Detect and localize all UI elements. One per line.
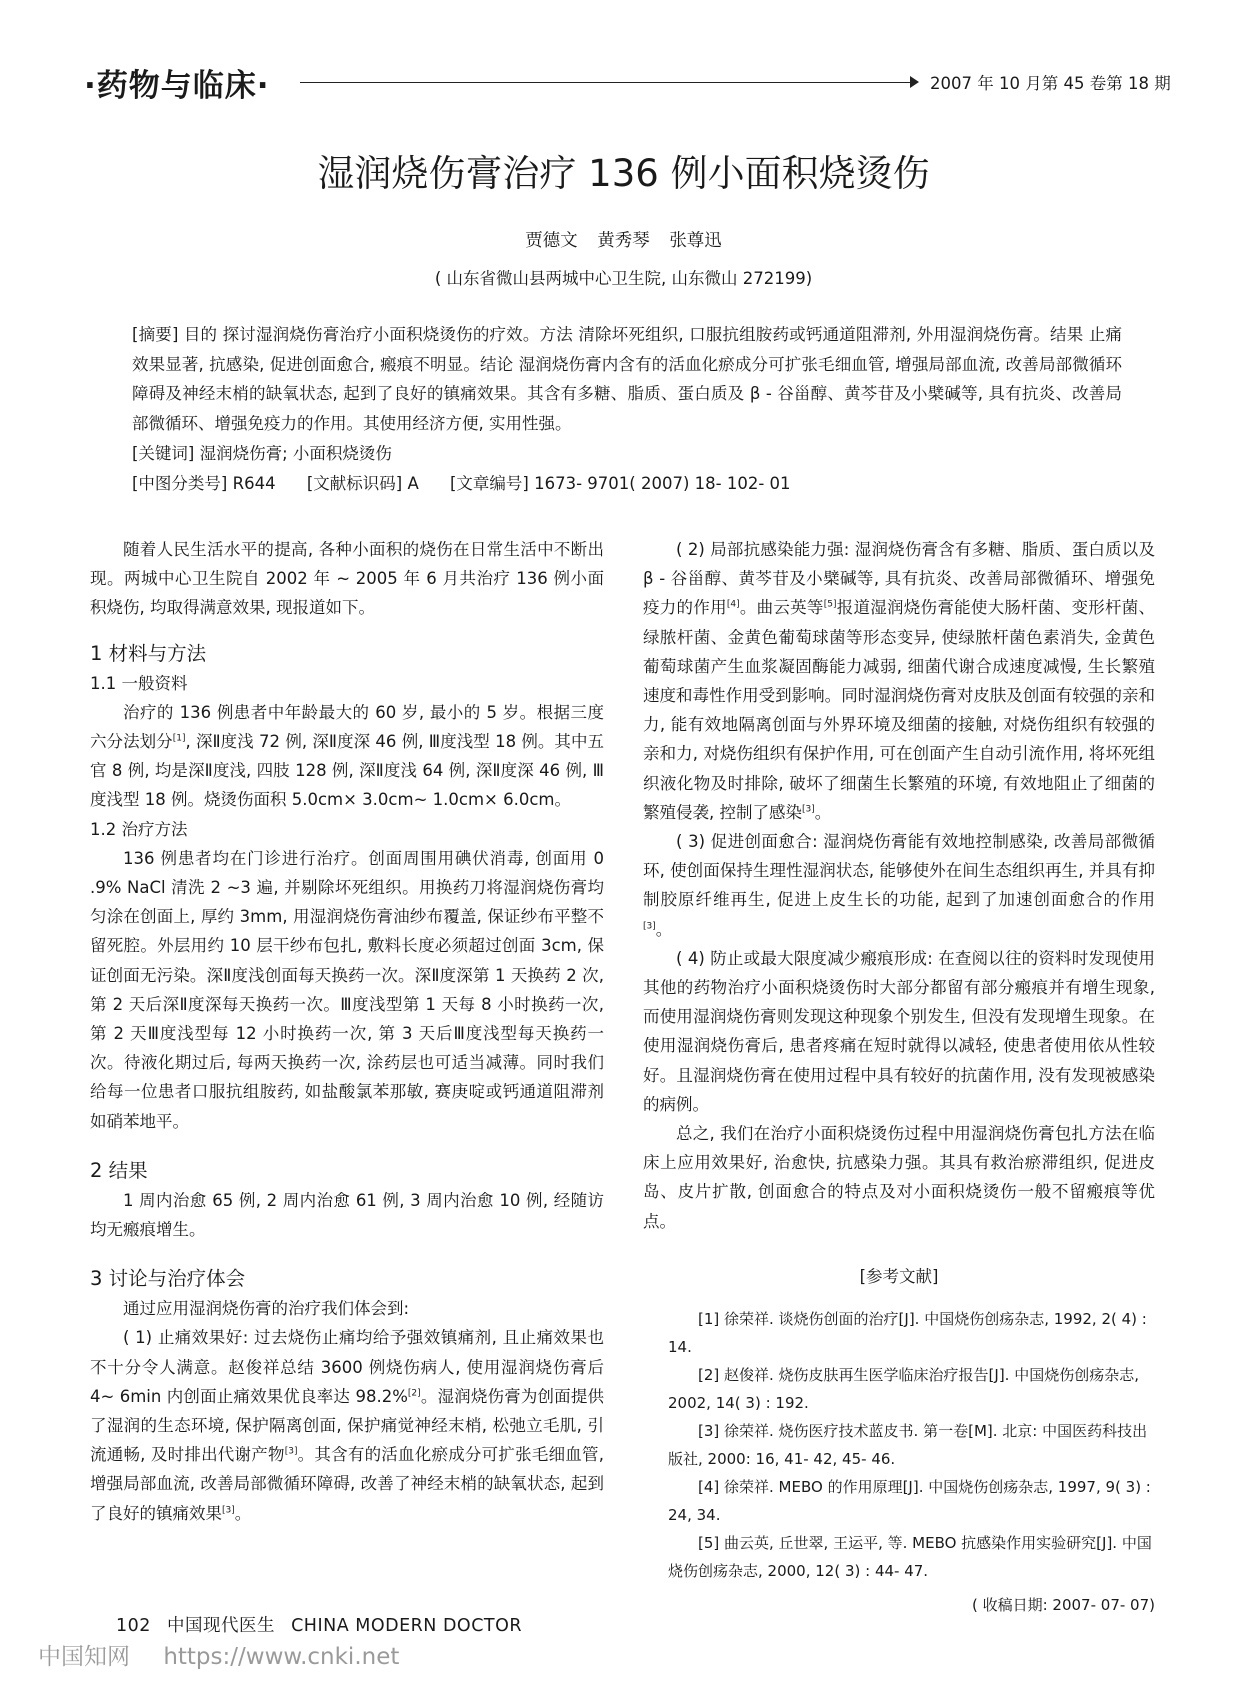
text-run: 治疗的 136 例患者中年龄最大的 60 岁, 最小的 5 岁。根据三度六分法划分 [90,702,604,752]
article-number: [文章编号] 1673- 9701( 2007) 18- 102- 01 [450,474,791,493]
section-1-title: 1 材料与方法 [90,641,207,665]
point-3-paragraph [643,827,1155,944]
reference-item: [4] 徐荣祥. MEBO 的作用原理[J]. 中国烧伤创疡杂志, 1997, 9( 3) : 24, 34. [668,1478,1151,1525]
watermark [38,1638,425,1671]
point-1-paragraph [90,1323,604,1527]
abstract-text: [摘要] 目的 探讨湿润烧伤膏治疗小面积烧烫伤的疗效。方法 清除坏死组织, 口服抗组胺药或钙通道阻滞剂, 外用湿润烧伤膏。结果 止痛效果显著, 抗感染, 促进创面愈合, 瘢痕不明显。结论 湿润烧伤膏内含有的活血化瘀成分可扩张毛细血管, 增强局部血流, 改善局部微循环障碍及神经末梢的缺氧状态, 起到了良好的镇痛效果。其含有多糖、脂质、蛋白质及 β - 谷甾醇、黄芩苷及小檗碱等, 具有抗炎、改善局部微循环、增强免疫力的作用。其使用经济方便, 实用性强。 [132,325,1122,433]
right-column [643,535,1155,1620]
section-1-1-title: 1.1 一般资料 [90,673,188,693]
section-2-text: 1 周内治愈 65 例, 2 周内治愈 61 例, 3 周内治愈 10 例, 经随访均无瘢痕增生。 [90,1190,604,1240]
document-code: [文献标识码] A [306,474,419,493]
citation[interactable]: [5] [823,599,837,610]
article-title: 湿润烧伤膏治疗 136 例小面积烧烫伤 [317,152,930,195]
text-run: 。其含有的活血化瘀成分可扩张毛细血管, 增强局部血流, 改善局部微循环障碍, 改善了神经末梢的缺氧状态, 起到了良好的镇痛效果 [90,1445,604,1523]
citation[interactable]: [1] [172,733,186,744]
page-footer [116,1612,532,1637]
header-arrow-icon [910,76,919,88]
section-1-1-text [90,698,604,815]
citation[interactable]: [3] [643,921,656,932]
text-run: 。 [234,1503,252,1523]
text-run: 。曲云英等 [739,598,824,618]
text-run: 。 [655,919,673,939]
citation[interactable]: [2] [407,1388,421,1399]
section-1-2-text: 136 例患者均在门诊进行治疗。创面周围用碘伏消毒, 创面用 0 .9% NaCl 清洗 2 ~3 遍, 并剔除坏死组织。用换药刀将湿润烧伤膏均匀涂在创面上, 厚约 3mm, 用湿润烧伤膏油纱布覆盖, 保证纱布平整不留死腔。外层用约 10 层干纱布包扎, 敷料长度必须超过创面 3cm, 保证创面无污染。深Ⅱ度浅创面每天换药一次。深Ⅱ度深第 1 天换药 2 次, 第 2 天后深Ⅱ度深每天换药一次。Ⅲ度浅型第 1 天每 8 小时换药一次, 第 2 天Ⅲ度浅型每 12 小时换药一次, 第 3 天后Ⅲ度浅型每天换药一次。待液化期过后, 每两天换药一次, 涂药层也可适当减薄。同时我们给每一位患者口服抗组胺药, 如盐酸氯苯那敏, 赛庚啶或钙通道阻滞剂如硝苯地平。 [90,848,604,1131]
received-date: ( 收稿日期: 2007- 07- 07) [971,1596,1155,1615]
keywords: [关键词] 湿润烧伤膏; 小面积烧烫伤 [132,444,392,463]
issue-info: 2007 年 10 月第 45 卷第 18 期 [930,74,1171,93]
section-2-title: 2 结果 [90,1158,148,1182]
reference-item: [3] 徐荣祥. 烧伤医疗技术蓝皮书. 第一卷[M]. 北京: 中国医药科技出版社, 2000: 16, 41- 42, 45- 46. [668,1422,1148,1469]
text-run: ( 1) 止痛效果好: 过去烧伤止痛均给予强效镇痛剂, 且止痛效果也不十分令人满意。赵俊祥总结 3600 例烧伤病人, 使用湿润烧伤膏后 4~ 6min 内创面止痛效果优良率达 98.2% [90,1328,604,1406]
text-run: ( 2) 局部抗感染能力强: 湿润烧伤膏含有多糖、脂质、蛋白质以及 β - 谷甾醇、黄芩苷及小檗碱等, 具有抗炎、改善局部微循环、增强免疫力的作用 [643,540,1155,618]
intro-paragraph: 随着人民生活水平的提高, 各种小面积的烧伤在日常生活中不断出现。两城中心卫生院自 2002 年 ~ 2005 年 6 月共治疗 136 例小面积烧伤, 均取得满意效果, 现报道如下。 [90,540,604,618]
point-4-paragraph: ( 4) 防止或最大限度减少瘢痕形成: 在查阅以往的资料时发现使用其他的药物治疗小面积烧烫伤时大部分都留有部分瘢痕并有增生现象, 而使用湿润烧伤膏则发现这种现象个别发生, 但没有发现增生现象。在使用湿润烧伤膏后, 患者疼痛在短时就得以减轻, 使患者使用依从性较好。且湿润烧伤膏在使用过程中具有较好的抗菌作用, 没有发现被感染的病例。 [643,948,1155,1114]
reference-item: [1] 徐荣祥. 谈烧伤创面的治疗[J]. 中国烧伤创疡杂志, 1992, 2( 4) : 14. [668,1310,1147,1357]
conclusion-paragraph: 总之, 我们在治疗小面积烧烫伤过程中用湿润烧伤膏包扎方法在临床上应用效果好, 治愈快, 抗感染力强。其具有救治瘀滞组织, 促进皮岛、皮片扩散, 创面愈合的特点及对小面积烧烫伤一般不留瘢痕等优点。 [643,1124,1155,1231]
journal-name-cn: 中国现代医生 [166,1616,275,1636]
text-run: 。 [814,802,832,822]
reference-item: [2] 赵俊祥. 烧伤皮肤再生医学临床治疗报告[J]. 中国烧伤创疡杂志, 2002, 14( 3) : 192. [668,1366,1139,1413]
left-column [90,535,604,1528]
citation[interactable]: [3] [802,804,815,815]
abstract [132,320,1122,438]
section-heading: ·药物与临床· [84,68,270,104]
classification-info [132,470,817,494]
citation[interactable]: [3] [222,1505,235,1516]
section-3-lead: 通过应用湿润烧伤膏的治疗我们体会到: [123,1299,410,1319]
references-title: [参考文献] [859,1266,939,1286]
text-run: ( 3) 促进创面愈合: 湿润烧伤膏能有效地控制感染, 改善局部微循环, 使创面保持生理性湿润状态, 能够使外在间生态组织再生, 并具有抑制胶原纤维再生, 促进上皮生长的功能, 起到了加速创面愈合的作用 [643,832,1155,910]
article-affiliation: ( 山东省微山县两城中心卫生院, 山东微山 272199) [434,269,813,288]
clc-number: [中图分类号] R644 [132,474,276,493]
page-number: 102 [116,1616,151,1636]
text-run: 报道湿润烧伤膏能使大肠杆菌、变形杆菌、绿脓杆菌、金黄色葡萄球菌等形态变异, 使绿脓杆菌色素消失, 金黄色葡萄球菌产生血浆凝固酶能力减弱, 细菌代谢合成速度减慢, 生长繁殖速度和毒性作用受到影响。同时湿润烧伤膏对皮肤及创面有较强的亲和力, 能有效地隔离创面与外界环境及细菌的接触, 对烧伤组织有较强的亲和力, 对烧伤组织有保护作用, 可在创面产生自动引流作用, 将坏死组织液化物及时排除, 破坏了细菌生长繁殖的环境, 有效地阻止了细菌的繁殖侵袭, 控制了感染 [643,598,1156,822]
text-run: , 深Ⅱ度浅 72 例, 深Ⅱ度深 46 例, Ⅲ度浅型 18 例。其中五官 8 例, 均是深Ⅱ度浅, 四肢 128 例, 深Ⅱ度浅 64 例, 深Ⅱ度深 46 例, Ⅲ度浅型 18 例。烧烫伤面积 5.0cm× 3.0cm~ 1.0cm× 6.0cm。 [90,732,605,810]
header-rule [300,82,915,83]
reference-item: [5] 曲云英, 丘世翠, 王运平, 等. MEBO 抗感染作用实验研究[J]. 中国烧伤创疡杂志, 2000, 12( 3) : 44- 47. [668,1534,1152,1581]
citation[interactable]: [4] [726,599,740,610]
watermark-brand: 中国知网 [38,1644,130,1670]
section-1-2-title: 1.2 治疗方法 [90,819,188,839]
point-2-paragraph [643,535,1155,827]
text-run: 。湿润烧伤膏为创面提供了湿润的生态环境, 保护隔离创面, 保护痛觉神经末梢, 松弛立毛肌, 引流通畅, 及时排出代谢产物 [90,1386,605,1465]
journal-name-en: CHINA MODERN DOCTOR [291,1616,523,1636]
article-authors: 贾德文 黄秀琴 张尊迅 [525,231,722,251]
citation[interactable]: [3] [284,1446,298,1457]
section-3-title: 3 讨论与治疗体会 [90,1267,246,1291]
watermark-url[interactable]: https://www.cnki.net [163,1644,400,1670]
